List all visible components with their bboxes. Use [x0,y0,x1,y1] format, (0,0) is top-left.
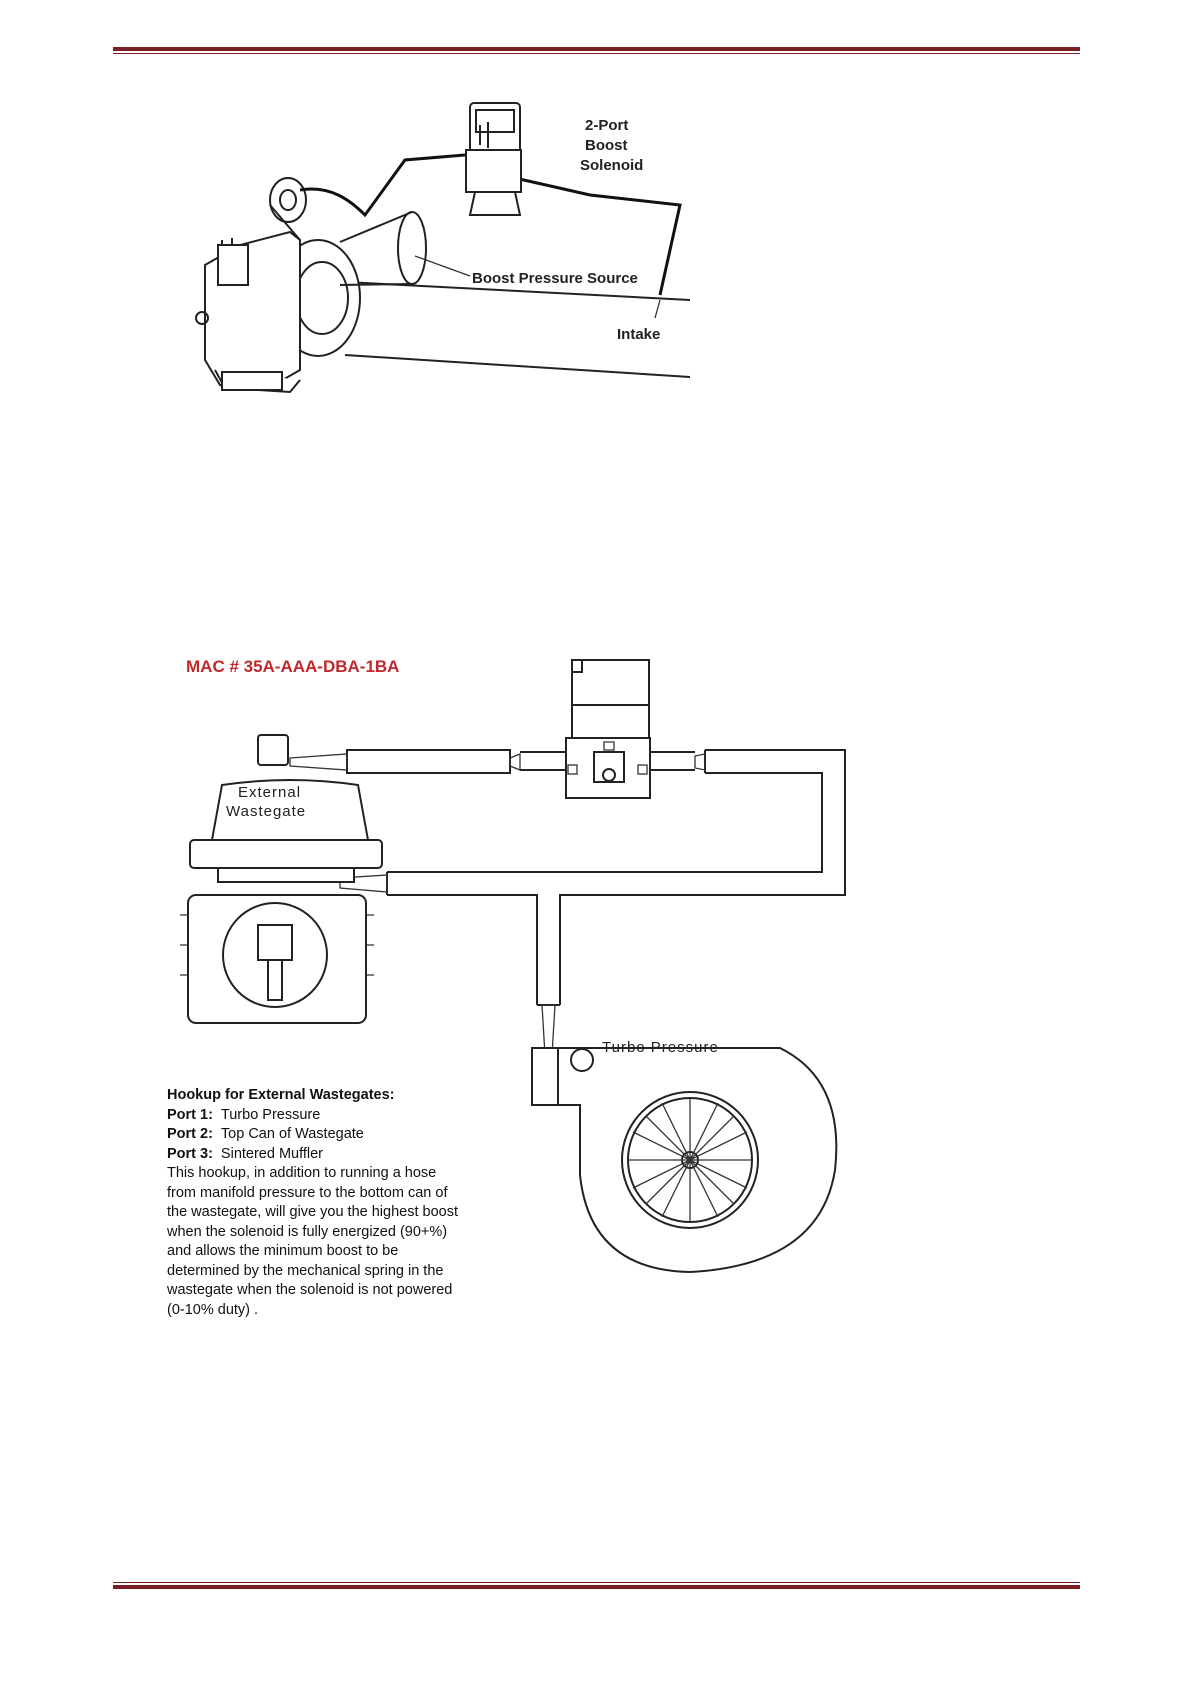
external-wastegate-illustration [180,735,382,1023]
port-1-label: Port 1: [167,1106,213,1123]
hookup-body-line: and allows the minimum boost to be [167,1243,399,1259]
hookup-body-line: from manifold pressure to the bottom can of [167,1184,448,1201]
hookup-body-line: when the solenoid is fully energized (90+%) [167,1223,448,1240]
hookup-body [167,1164,527,1320]
wastegate-label-line-1: External [238,784,302,801]
footer-rule [113,1582,1080,1589]
solenoid-label-line-2: Boost [585,137,628,154]
hookup-body-line: (0-10% duty) . [167,1301,259,1318]
intake-label: Intake [617,326,661,343]
intake-leader [655,300,660,318]
port-line-1 [167,1106,527,1126]
port-3-text: Sintered Muffler [220,1145,324,1162]
intake-pipe-bottom-line [345,355,690,377]
port-line-2 [167,1125,527,1145]
turbo-housing-illustration [196,178,426,392]
part-number-label: MAC # 35A-AAA-DBA-1BA [186,657,400,676]
figure-turbo-solenoid [196,103,690,392]
hookup-instructions [167,1086,527,1320]
turbo-pressure-label: Turbo Pressure [602,1039,719,1056]
footer-rule-thin [113,1582,1080,1583]
hose-to-solenoid [300,155,465,215]
solenoid-label-line-3: Solenoid [580,157,644,174]
mac-solenoid-illustration [520,660,695,798]
hookup-body-line: wastegate when the solenoid is not powered [167,1282,453,1298]
port-line-3 [167,1145,527,1165]
hookup-heading: Hookup for External Wastegates: [167,1087,395,1103]
hookup-body-line: the wastegate, will give you the highest boost [167,1204,458,1220]
hookup-body-line: This hookup, in addition to running a hose [167,1165,437,1181]
solenoid-label-line-1: 2-Port [585,117,629,134]
port-2-label: Port 2: [167,1126,213,1142]
wastegate-label-line-2: Wastegate [226,803,307,820]
boost-source-label: Boost Pressure Source [472,270,638,287]
port-3-label: Port 3: [167,1145,213,1162]
hookup-body-line: determined by the mechanical spring in the [167,1262,444,1279]
footer-rule-thick [113,1585,1080,1589]
solenoid-illustration [466,103,521,215]
turbo-compressor-illustration [532,1048,836,1272]
port-2-text: Top Can of Wastegate [220,1126,364,1142]
port-1-text: Turbo Pressure [220,1106,321,1123]
